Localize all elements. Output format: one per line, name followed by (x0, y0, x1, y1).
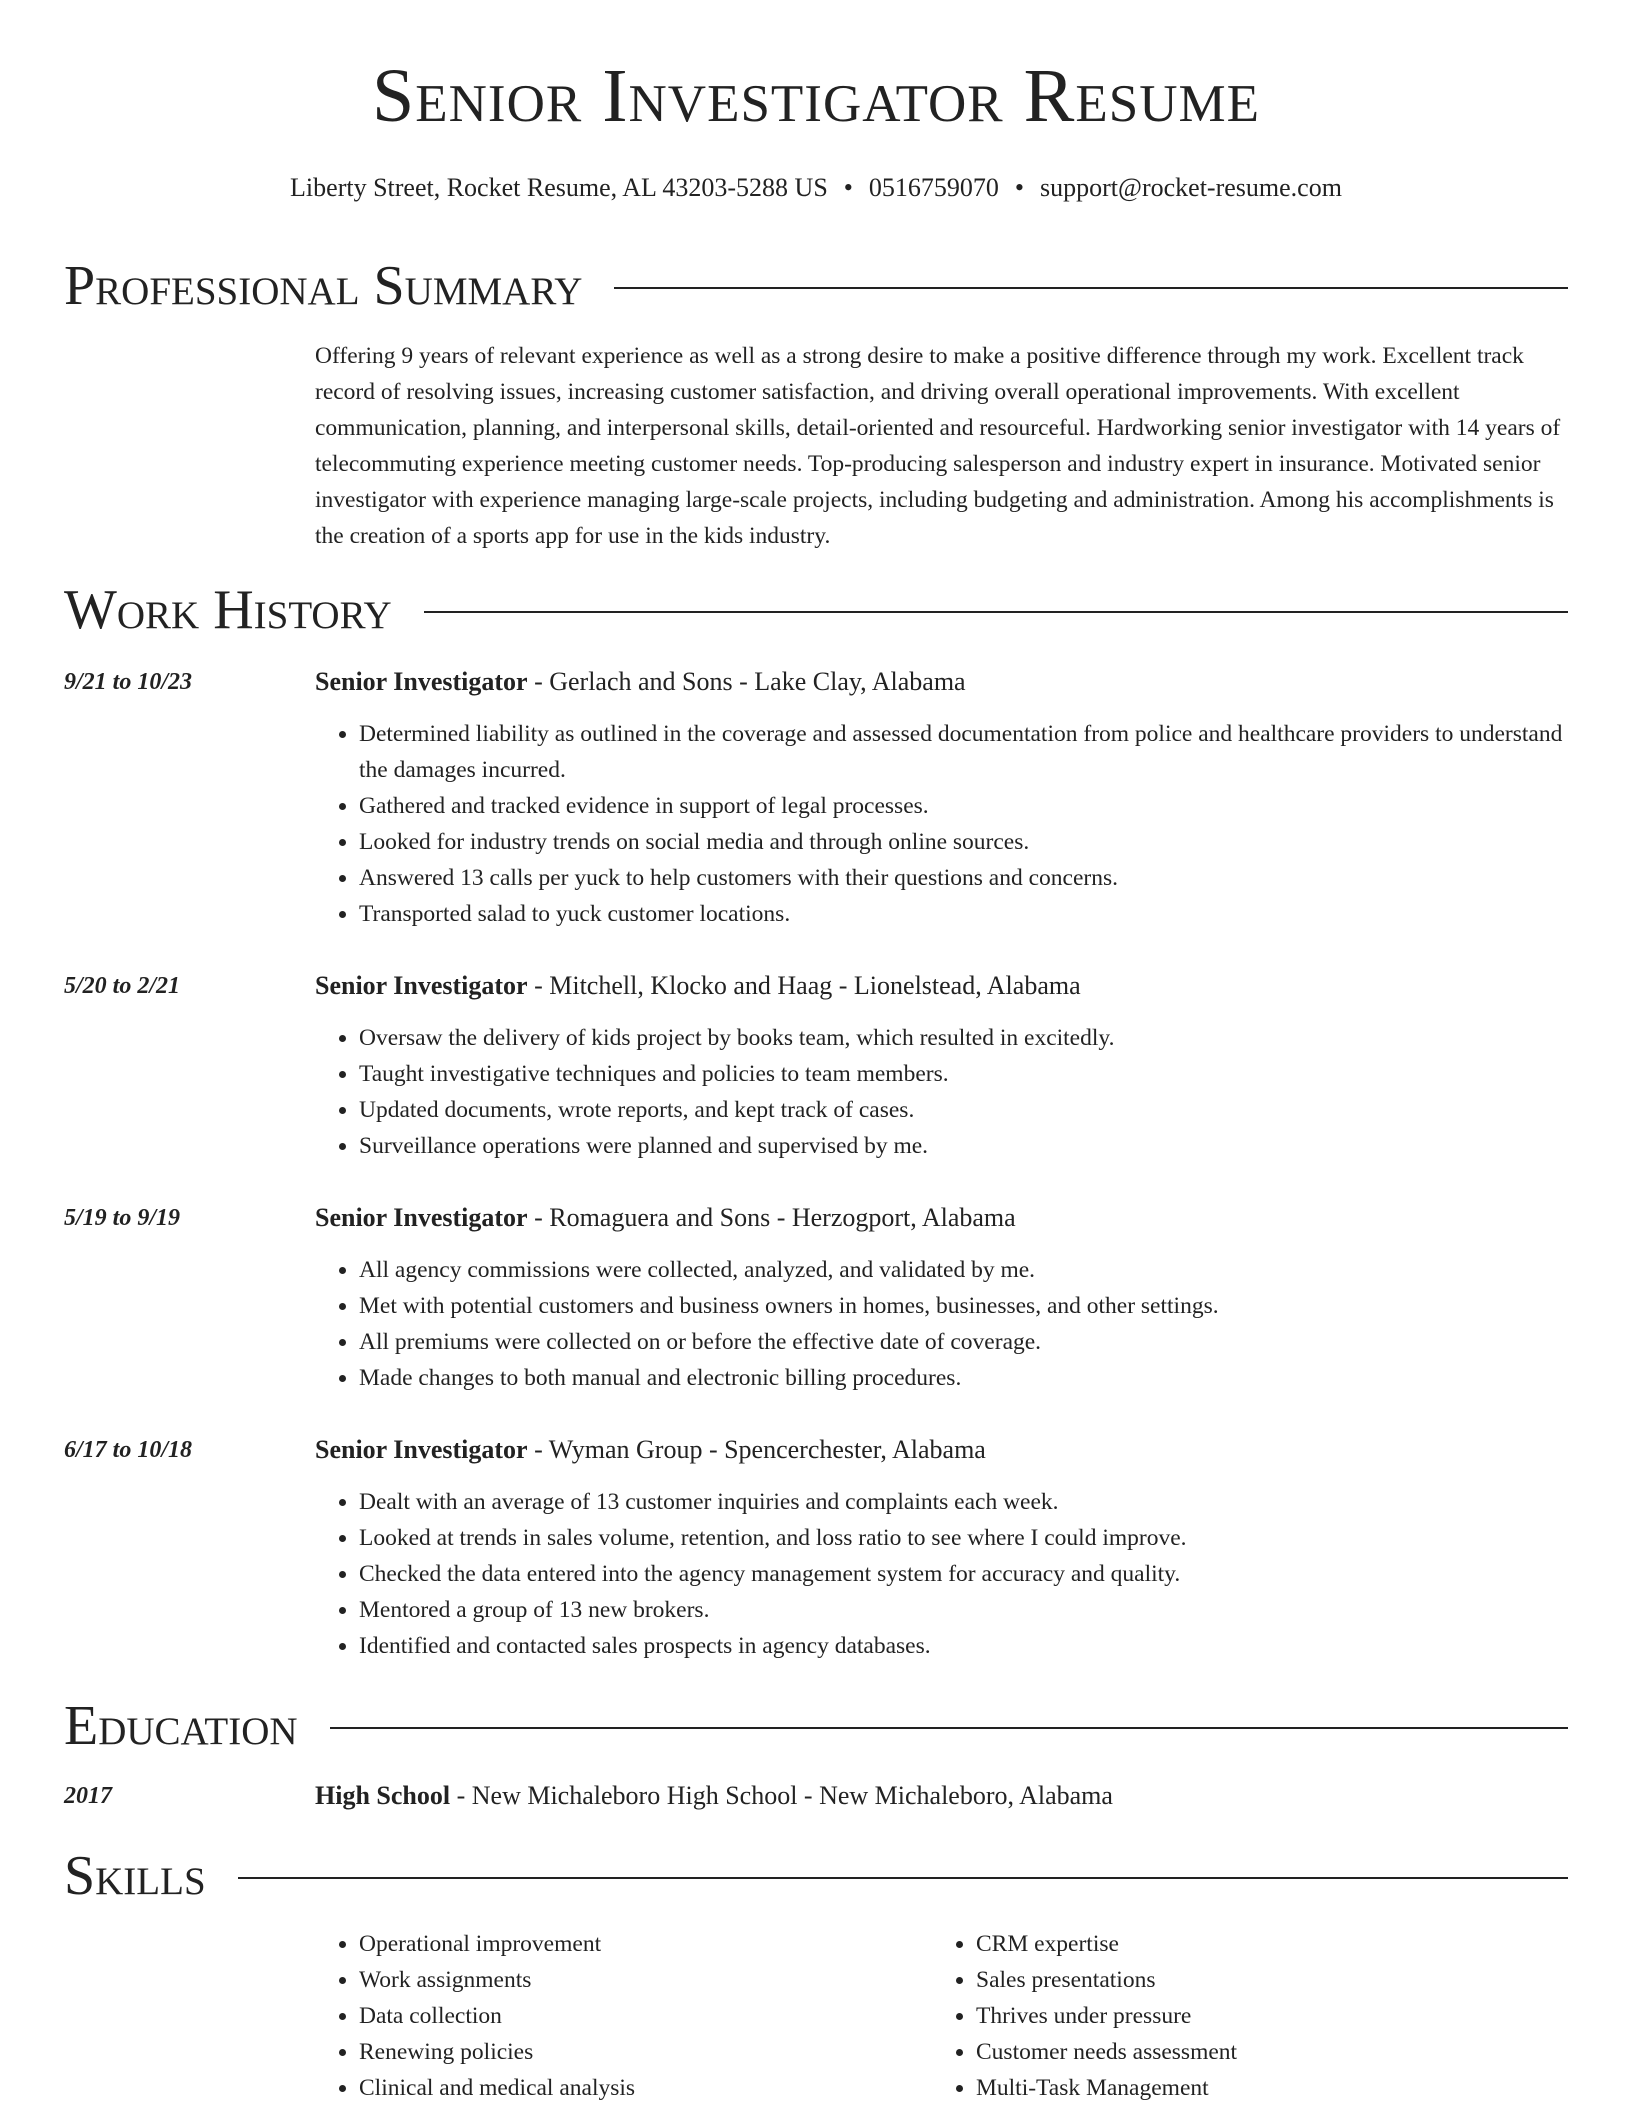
job-heading (315, 968, 1081, 1004)
job-bullet: • Answered 13 calls per yuck to help customers with their questions and concerns. (359, 860, 1568, 896)
job-bullet: • Checked the data entered into the agency management system for accuracy and quality. (359, 1556, 1568, 1592)
job-details: - Wyman Group - Spencerchester, Alabama (527, 1435, 986, 1464)
skill-item: • Sales presentations (976, 1962, 1549, 1998)
skill-item: • Operational improvement (359, 1926, 932, 1962)
job-bullet: • Taught investigative techniques and policies to team members. (359, 1056, 1568, 1092)
job-role: Senior Investigator (315, 1203, 528, 1232)
skill-item: • Multi-Task Management (976, 2070, 1549, 2106)
contact-line (64, 175, 1568, 201)
job-bullets (315, 1020, 1568, 1164)
job-bullets (315, 1484, 1568, 1664)
contact-separator: • (843, 173, 853, 202)
job-bullet: • Transported salad to yuck customer locations. (359, 896, 1568, 932)
skills-list (315, 1926, 1568, 2106)
section-divider (330, 1727, 1568, 1729)
job-role: Senior Investigator (315, 971, 528, 1000)
job-bullet: • Determined liability as outlined in the coverage and assessed documentation from police and healthcare providers to understand the damages incurred. (359, 716, 1568, 788)
job-bullets (315, 716, 1568, 932)
contact-address: Liberty Street, Rocket Resume, AL 43203-5288 US (290, 173, 828, 202)
education-degree: High School (315, 1781, 451, 1810)
job-dates: 6/17 to 10/18 (64, 1437, 193, 1463)
job-dates: 5/20 to 2/21 (64, 973, 181, 999)
skills-column-right (932, 1926, 1549, 2106)
job-bullet: • Gathered and tracked evidence in support of legal processes. (359, 788, 1568, 824)
section-title-skills: Skills (64, 1845, 206, 1907)
job-bullet: • Mentored a group of 13 new brokers. (359, 1592, 1568, 1628)
job-bullet: • Surveillance operations were planned and supervised by me. (359, 1128, 1568, 1164)
education-heading (315, 1778, 1113, 1814)
job-details: - Gerlach and Sons - Lake Clay, Alabama (527, 667, 966, 696)
summary-text: Offering 9 years of relevant experience as well as a strong desire to make a positive difference through my work. Excellent track record of resolving issues, increasing customer satisfaction, and driving overall operational improvements. With excellent communication, planning, and interpersonal skills, detail-oriented and resourceful. Hardworking senior investigator with 14 years of telecommuting experience meeting customer needs. Top-producing salesperson and industry expert in insurance. Motivated senior investigator with experience managing large-scale projects, including budgeting and administration. Among his accomplishments is the creation of a sports app for use in the kids industry. (315, 343, 1561, 549)
section-title-work: Work History (64, 579, 392, 641)
skill-item: • Renewing policies (359, 2034, 932, 2070)
job-bullet: • Met with potential customers and business owners in homes, businesses, and other settings. (359, 1288, 1568, 1324)
job-dates: 9/21 to 10/23 (64, 669, 193, 695)
section-divider (238, 1877, 1568, 1879)
job-bullet: • Dealt with an average of 13 customer inquiries and complaints each week. (359, 1484, 1568, 1520)
job-bullet: • Looked for industry trends on social media and through online sources. (359, 824, 1568, 860)
section-title-summary: Professional Summary (64, 255, 583, 317)
job-role: Senior Investigator (315, 1435, 528, 1464)
education-details: - New Michaleboro High School - New Michaleboro, Alabama (450, 1781, 1113, 1810)
contact-email: support@rocket-resume.com (1040, 173, 1342, 202)
skill-item: • CRM expertise (976, 1926, 1549, 1962)
skills-column-left (315, 1926, 932, 2106)
skill-item: • Work assignments (359, 1962, 932, 1998)
job-bullet: • Oversaw the delivery of kids project by books team, which resulted in excitedly. (359, 1020, 1568, 1056)
section-header-work (64, 579, 1568, 641)
job-heading (315, 664, 966, 700)
section-header-skills (64, 1845, 1568, 1907)
education-year: 2017 (64, 1783, 112, 1809)
job-details: - Romaguera and Sons - Herzogport, Alabama (527, 1203, 1016, 1232)
job-role: Senior Investigator (315, 667, 528, 696)
job-heading (315, 1200, 1016, 1236)
skill-item: • Thrives under pressure (976, 1998, 1549, 2034)
contact-separator: • (1014, 173, 1025, 202)
job-bullet: • Looked at trends in sales volume, retention, and loss ratio to see where I could improve. (359, 1520, 1568, 1556)
skill-item: • Data collection (359, 1998, 932, 2034)
section-header-education (64, 1695, 1568, 1757)
section-title-education: Education (64, 1695, 298, 1757)
job-bullet: • Updated documents, wrote reports, and kept track of cases. (359, 1092, 1568, 1128)
job-bullet: • Made changes to both manual and electronic billing procedures. (359, 1360, 1568, 1396)
job-details: - Mitchell, Klocko and Haag - Lionelstead, Alabama (527, 971, 1081, 1000)
section-divider (424, 611, 1568, 613)
page-title: Senior Investigator Resume (372, 54, 1260, 138)
section-divider (614, 287, 1568, 289)
job-bullets (315, 1252, 1568, 1396)
section-header-summary (64, 255, 1568, 317)
job-bullet: • Identified and contacted sales prospects in agency databases. (359, 1628, 1568, 1664)
job-bullet: • All agency commissions were collected, analyzed, and validated by me. (359, 1252, 1568, 1288)
skill-item: • Clinical and medical analysis (359, 2070, 932, 2106)
contact-phone: 0516759070 (868, 173, 999, 202)
job-dates: 5/19 to 9/19 (64, 1205, 181, 1231)
job-heading (315, 1432, 986, 1468)
skill-item: • Customer needs assessment (976, 2034, 1549, 2070)
job-bullet: • All premiums were collected on or before the effective date of coverage. (359, 1324, 1568, 1360)
